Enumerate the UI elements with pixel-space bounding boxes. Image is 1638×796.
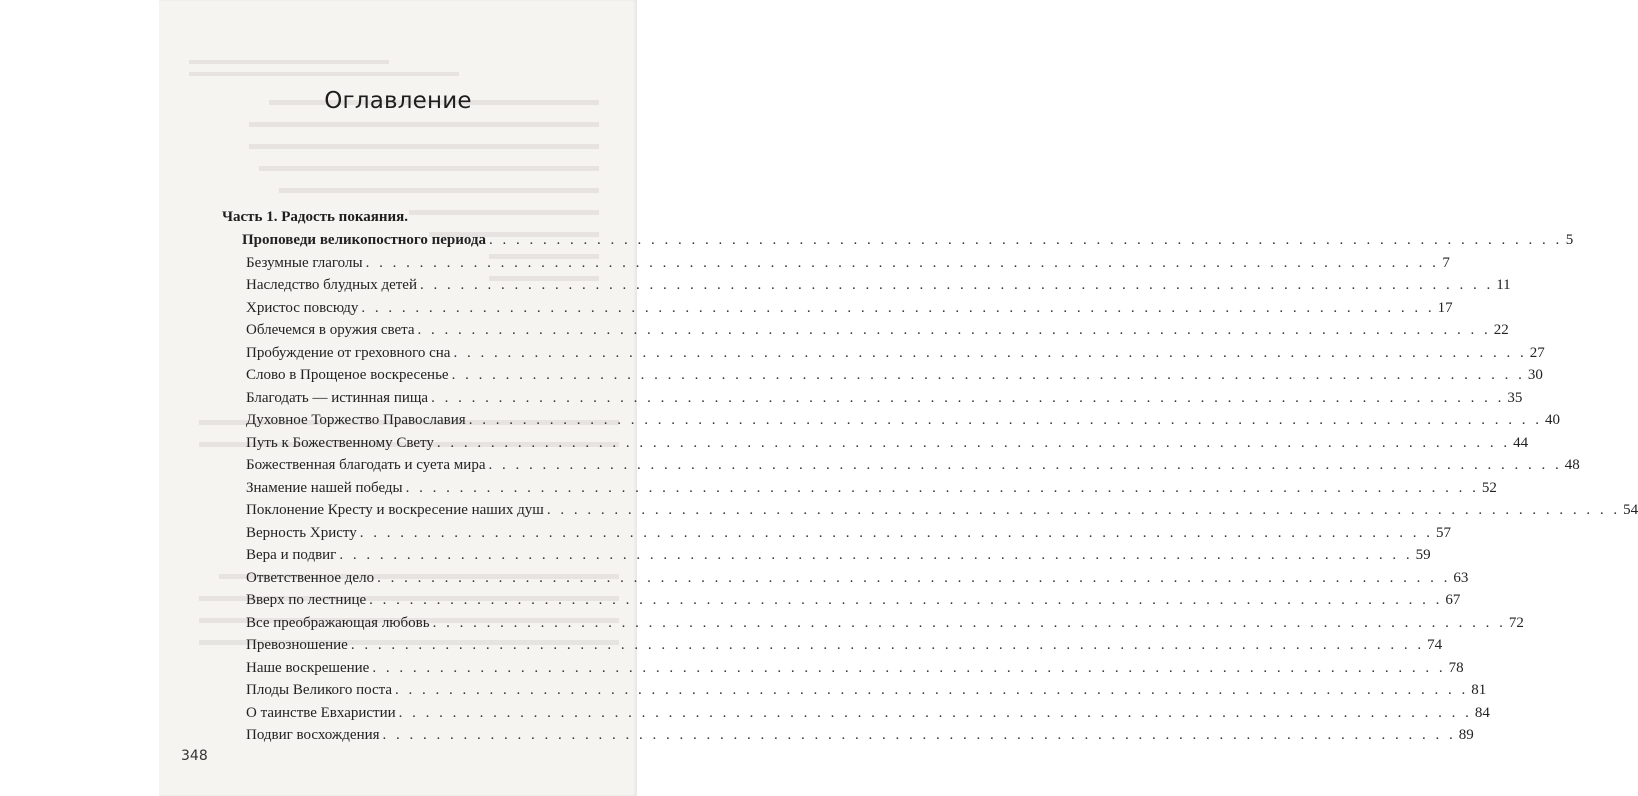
toc-entry-page: 59 [1415,547,1431,563]
toc-entry-page: 57 [1436,524,1451,541]
toc-entry-title: Облечемся в оружия света [246,322,415,338]
toc-entry [246,274,1511,297]
toc-entry [246,702,1490,725]
toc-entry [246,544,1431,567]
toc-entry-title: Вера и подвиг [246,547,337,563]
toc-entry-page: 52 [1481,479,1497,496]
dot-leader: . . . . . . . . . . . . . . . . . . . . . . . . . . . . . . . . . . . . . . . . . . . . . . . . . . . . . . . . . . . . . . . . . . . . . . . . . . . . . . . . [350,637,1425,653]
toc-entry [246,387,1523,410]
dot-leader: . . . . . . . . . . . . . . . . . . . . . . . . . . . . . . . . . . . . . . . . . . . . . . . . . . . . . . . . . . . . . . . . . . . . . . . . . . . . . . . . [417,322,1491,338]
toc-entry-title: Подвиг восхождения [246,727,380,743]
dot-leader: . . . . . . . . . . . . . . . . . . . . . . . . . . . . . . . . . . . . . . . . . . . . . . . . . . . . . . . . . . . . . . . . . . . . . . . . . . . . . . . . [361,299,1435,316]
toc-entry-page: 44 [1513,434,1529,451]
toc-entry [246,252,1450,275]
dot-leader: . . . . . . . . . . . . . . . . . . . . . . . . . . . . . . . . . . . . . . . . . . . . . . . . . . . . . . . . . . . . . . . . . . . . . . . . . . . . . . . . [359,524,1433,541]
toc-entry-title: Наше воскрешение [246,659,370,676]
toc-list [242,229,1638,747]
toc-entry-page: 89 [1458,727,1474,743]
toc-entry [246,522,1451,545]
toc-entry-title: Плоды Великого поста [246,682,393,698]
toc-entry-page: 54 [1623,502,1638,518]
toc-entry-title: Знамение нашей победы [246,479,403,496]
dot-leader: . . . . . . . . . . . . . . . . . . . . . . . . . . . . . . . . . . . . . . . . . . . . . . . . . . . . . . . . . . . . . . . . . . . . . . . . . . . . . . . . [432,614,1506,631]
toc-entry-title: Слово в Прощеное воскресенье [246,367,449,383]
book-page [159,0,1638,796]
toc-entry-page: 17 [1437,299,1453,316]
dot-leader: . . . . . . . . . . . . . . . . . . . . . . . . . . . . . . . . . . . . . . . . . . . . . . . . . . . . . . . . . . . . . . . . . . . . . . . . . . . . . . . . [546,502,1621,518]
dot-leader: . . . . . . . . . . . . . . . . . . . . . . . . . . . . . . . . . . . . . . . . . . . . . . . . . . . . . . . . . . . . . . . . . . . . . . . . . . . . . . . . [468,412,1542,428]
toc-entry [246,589,1461,612]
toc-entry [246,477,1497,500]
dot-leader: . . . . . . . . . . . . . . . . . . . . . . . . . . . . . . . . . . . . . . . . . . . . . . . . . . . . . . . . . . . . . . . . . . . . . . . . . . . . . . . . [431,389,1505,406]
dot-leader: . . . . . . . . . . . . . . . . . . . . . . . . . . . . . . . . . . . . . . . . . . . . . . . . . . . . . . . . . . . . . . . . . . . . . . . . . . . . . . . . [405,479,1479,496]
toc-entry-title: Верность Христу [246,524,357,541]
toc-entry [246,679,1487,702]
toc-entry-title: Безумные глаголы [246,254,363,271]
toc-entry-page: 27 [1529,344,1545,361]
toc-entry-title: Ответственное дело [246,569,375,586]
dot-leader: . . . . . . . . . . . . . . . . . . . . . . . . . . . . . . . . . . . . . . . . . . . . . . . . . . . . . . . . . . . . . . . . . . . . . . . . . . . . . . . . [395,682,1469,698]
toc-entry [246,364,1543,387]
toc-entry-title: Наследство блудных детей [246,277,417,293]
toc-entry-title: Вверх по лестнице [246,592,367,608]
part-title: Часть 1. Радость покаяния. [222,209,408,225]
dot-leader: . . . . . . . . . . . . . . . . . . . . . . . . . . . . . . . . . . . . . . . . . . . . . . . . . . . . . . . . . . . . . . . . . . . . . . . . . . . . . . . . [489,232,1563,248]
toc-entry-title: Путь к Божественному Свету [246,434,434,451]
dot-leader: . . . . . . . . . . . . . . . . . . . . . . . . . . . . . . . . . . . . . . . . . . . . . . . . . . . . . . . . . . . . . . . . . . . . . . . . . . . . . . . . [419,277,1494,293]
toc-entry-page: 48 [1564,457,1580,473]
toc-entry-page: 7 [1442,254,1450,271]
toc-entry-title: Благодать — истинная пища [246,389,429,406]
toc-entry-title: Превозношение [246,637,348,653]
dot-leader: . . . . . . . . . . . . . . . . . . . . . . . . . . . . . . . . . . . . . . . . . . . . . . . . . . . . . . . . . . . . . . . . . . . . . . . . . . . . . . . . [369,592,1443,608]
dot-leader: . . . . . . . . . . . . . . . . . . . . . . . . . . . . . . . . . . . . . . . . . . . . . . . . . . . . . . . . . . . . . . . . . . . . . . . . . . . . . . . . [398,704,1472,721]
dot-leader: . . . . . . . . . . . . . . . . . . . . . . . . . . . . . . . . . . . . . . . . . . . . . . . . . . . . . . . . . . . . . . . . . . . . . . . . . . . . . . . . [372,659,1446,676]
toc-entry-page: 63 [1453,569,1469,586]
toc-entry [246,499,1638,522]
toc-entry [246,342,1545,365]
toc-section-entry [242,229,1574,252]
toc-entry [246,657,1464,680]
toc-entry-title: Проповеди великопостного периода [242,232,487,248]
toc-entry-page: 22 [1493,322,1509,338]
toc-entry-page: 74 [1427,637,1443,653]
toc-entry [246,724,1474,747]
toc-entry [246,409,1560,432]
dot-leader: . . . . . . . . . . . . . . . . . . . . . . . . . . . . . . . . . . . . . . . . . . . . . . . . . . . . . . . . . . . . . . . . . . . . . . . . . . . . . . . . [451,367,1525,383]
dot-leader: . . . . . . . . . . . . . . . . . . . . . . . . . . . . . . . . . . . . . . . . . . . . . . . . . . . . . . . . . . . . . . . . . . . . . . . . . . . . . . . . [365,254,1439,271]
toc-entry-title: Божественная благодать и суета мира [246,457,486,473]
toc-entry-title: Поклонение Кресту и воскресение наших душ [246,502,544,518]
toc-entry-title: Все преображающая любовь [246,614,430,631]
toc-entry [246,297,1453,320]
toc-entry-page: 81 [1471,682,1487,698]
dot-leader: . . . . . . . . . . . . . . . . . . . . . . . . . . . . . . . . . . . . . . . . . . . . . . . . . . . . . . . . . . . . . . . . . . . . . . . . . . . . . . . . [436,434,1511,451]
toc-entry [246,454,1580,477]
dot-leader: . . . . . . . . . . . . . . . . . . . . . . . . . . . . . . . . . . . . . . . . . . . . . . . . . . . . . . . . . . . . . . . . . . . . . . . . . . . . . . . . [339,547,1413,563]
toc-entry-page: 35 [1507,389,1523,406]
toc-entry-page: 67 [1445,592,1461,608]
toc-entry-page: 30 [1527,367,1543,383]
toc-entry-page: 5 [1565,232,1574,248]
toc-entry-page: 72 [1508,614,1524,631]
toc-entry-page: 84 [1474,704,1490,721]
toc-entry [246,432,1529,455]
toc-entry-page: 40 [1544,412,1560,428]
toc-entry [246,612,1524,635]
toc-entry-title: Христос повсюду [246,299,359,316]
toc-entry [246,634,1443,657]
toc-entry-title: О таинстве Евхаристии [246,704,396,721]
toc-entry-page: 11 [1496,277,1511,293]
toc-entry [246,567,1469,590]
page-number: 348 [181,748,208,764]
dot-leader: . . . . . . . . . . . . . . . . . . . . . . . . . . . . . . . . . . . . . . . . . . . . . . . . . . . . . . . . . . . . . . . . . . . . . . . . . . . . . . . . [453,344,1527,361]
toc-entry-title: Пробуждение от греховного сна [246,344,451,361]
toc-entry-page: 78 [1448,659,1464,676]
toc-entry [246,319,1509,342]
toc-heading: Оглавление [324,88,472,114]
dot-leader: . . . . . . . . . . . . . . . . . . . . . . . . . . . . . . . . . . . . . . . . . . . . . . . . . . . . . . . . . . . . . . . . . . . . . . . . . . . . . . . . [382,727,1456,743]
dot-leader: . . . . . . . . . . . . . . . . . . . . . . . . . . . . . . . . . . . . . . . . . . . . . . . . . . . . . . . . . . . . . . . . . . . . . . . . . . . . . . . . [377,569,1451,586]
dot-leader: . . . . . . . . . . . . . . . . . . . . . . . . . . . . . . . . . . . . . . . . . . . . . . . . . . . . . . . . . . . . . . . . . . . . . . . . . . . . . . . . [488,457,1562,473]
toc-entry-title: Духовное Торжество Православия [246,412,466,428]
